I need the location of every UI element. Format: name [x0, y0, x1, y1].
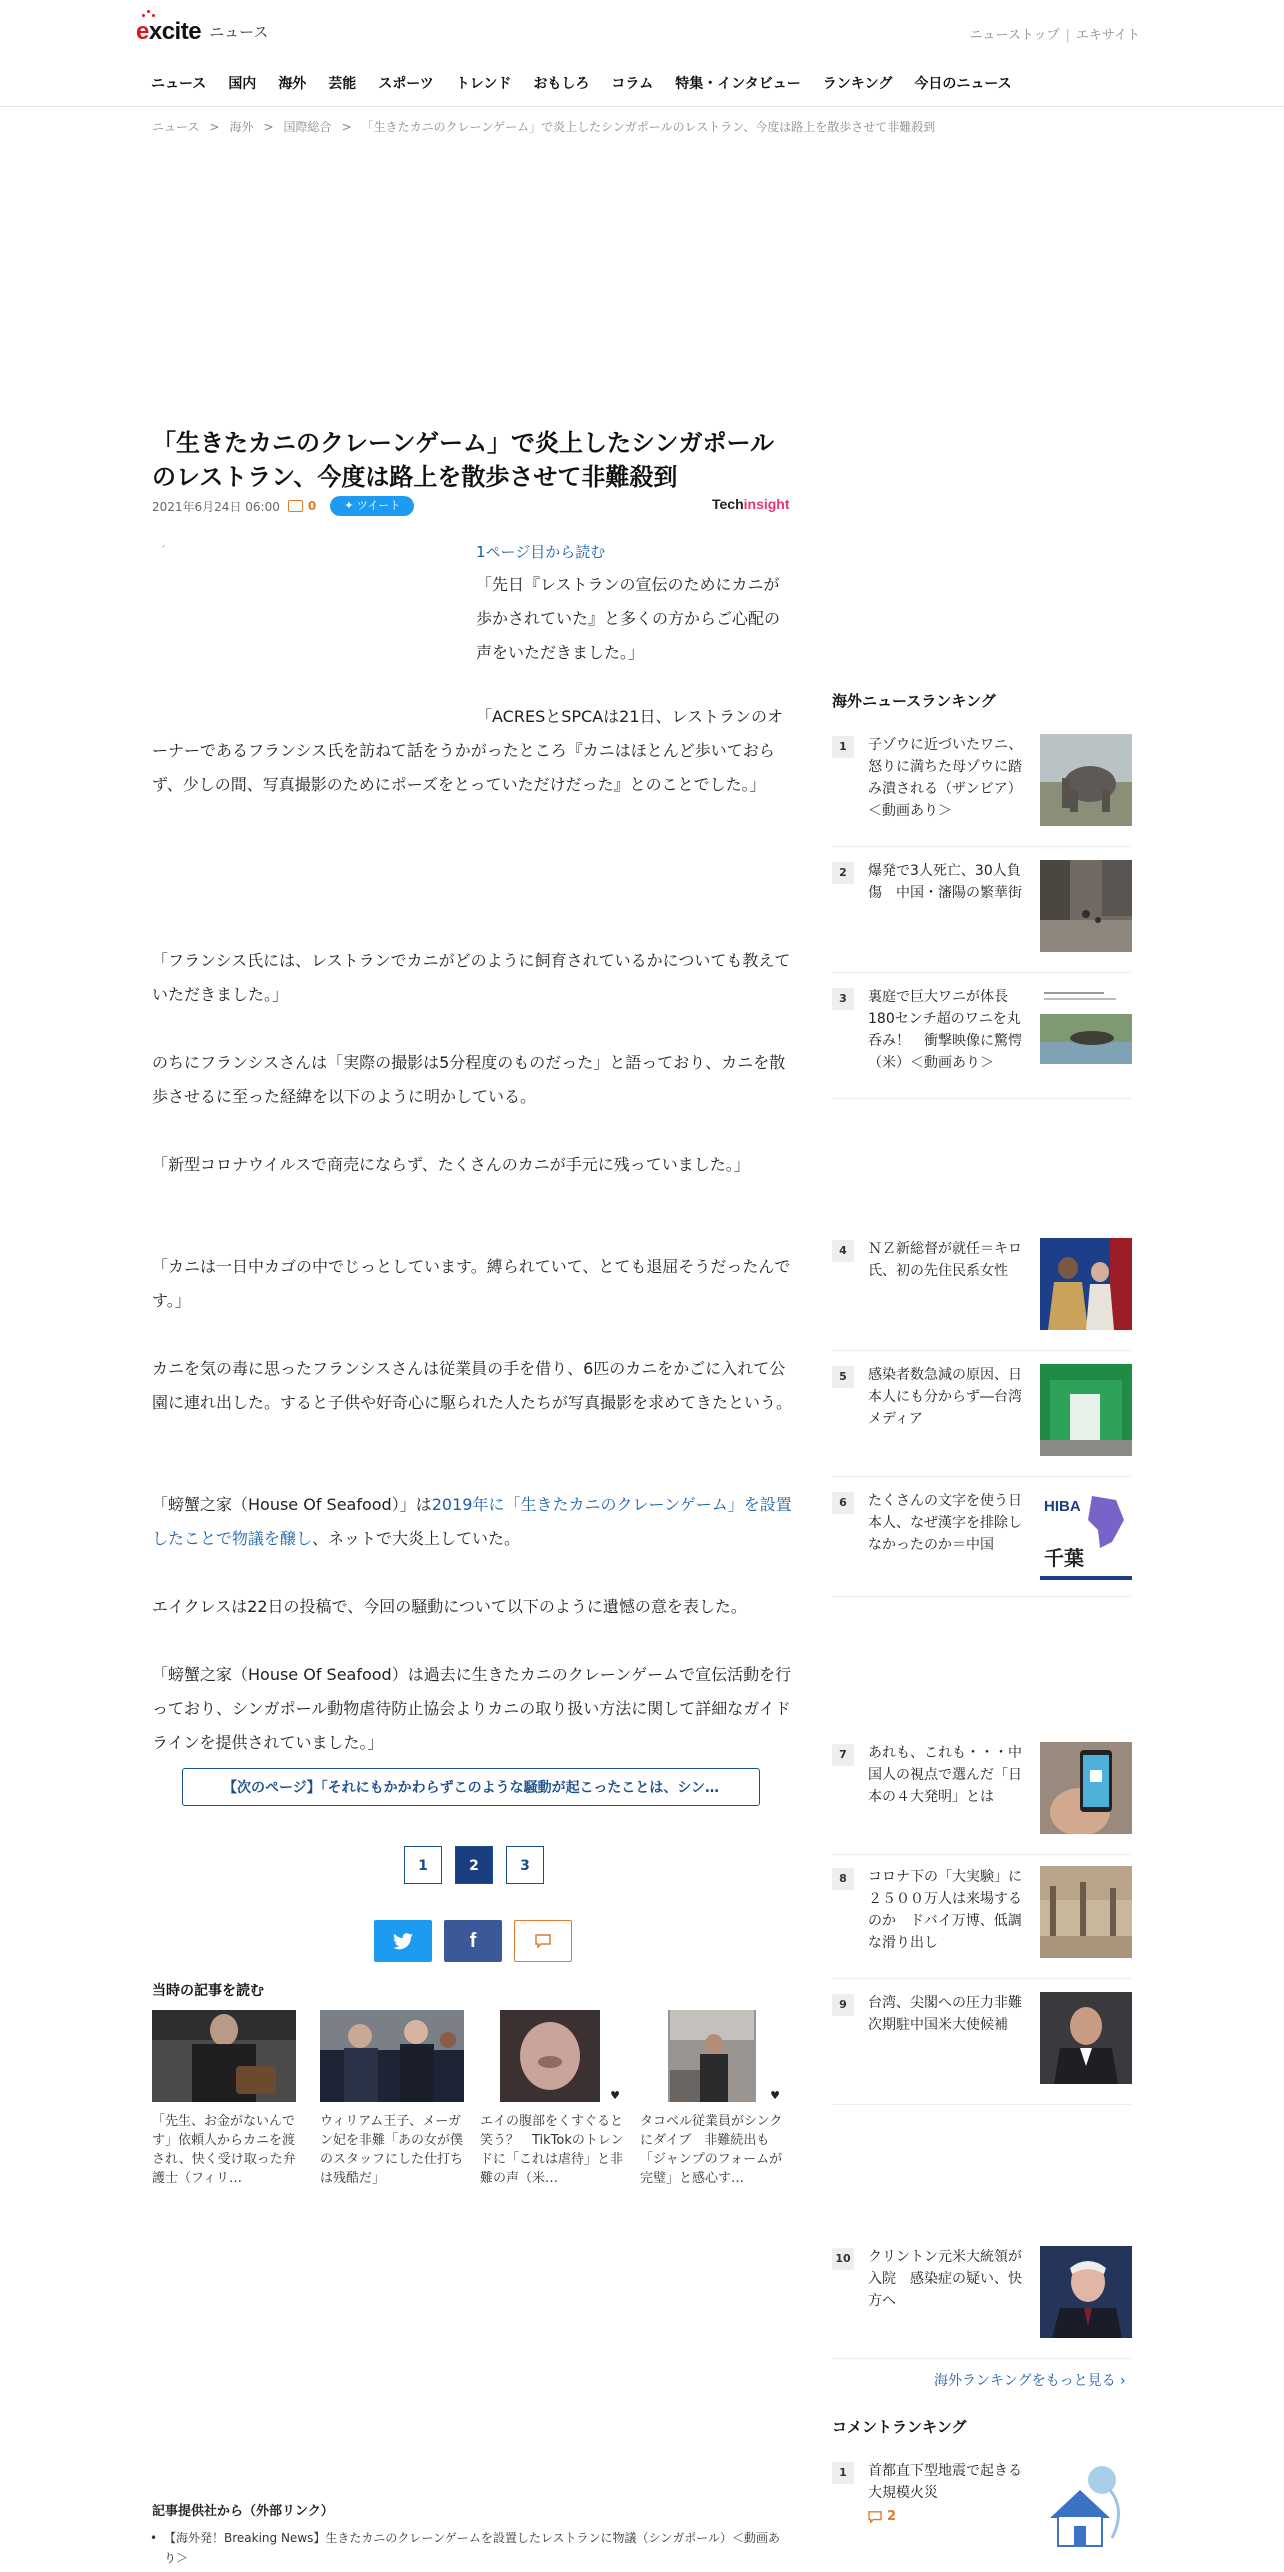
rank-thumbnail [1040, 734, 1132, 826]
nav-item-column[interactable]: コラム [611, 76, 654, 92]
rank-title: コロナ下の「大実験」に２５００万人は来場するのか ドバイ万博、低調な滑り出し [868, 1869, 1022, 1951]
ranking-item[interactable] [832, 1992, 1132, 2105]
paragraph-8-pre: 「螃蟹之家（House Of Seafood）」は [152, 1495, 432, 1514]
paragraph-8-post: 、ネットで大炎上していた。 [312, 1529, 521, 1548]
related-item[interactable] [640, 2010, 784, 2188]
comment-rank-title: 首都直下型地震で起きる大規模火災 [868, 2463, 1022, 2501]
rank-title: クリントン元米大統領が入院 感染症の疑い、快方へ [868, 2249, 1022, 2309]
related-thumbnail [320, 2010, 464, 2102]
article-paragraph [476, 538, 788, 670]
top-link-news-top[interactable]: ニューストップ [969, 28, 1060, 43]
paragraph-2: 「ACRESとSPCAは21日、レストランのオーナーであるフランシス氏を訪ねて話をうかがったところ『カニはほとんど歩いておらず、少しの間、写真撮影のためにポーズをとっていただけだった』とのことでした。」 [152, 707, 784, 794]
rank-title: 感染者数急減の原因、日本人にも分からず―台湾メディア [868, 1367, 1022, 1427]
related-title: タコベル従業員がシンクにダイブ 非難続出も「ジャンプのフォームが完璧」と感心す… [640, 2114, 783, 2186]
paragraph-1: 「先日『レストランの宣伝のためにカニが歩かされていた』と多くの方からご心配の声をいただきました。」 [476, 575, 781, 662]
nav-item-today[interactable]: 今日のニュース [914, 76, 1012, 92]
crane-game-article-link[interactable]: 2019年に「生きたカニのクレーンゲーム」を設置したことで物議を醸し [152, 1495, 792, 1548]
next-page-button[interactable]: 【次のページ】「それにもかかわらずこのような騒動が起こったことは、シン… [182, 1768, 760, 1806]
tweet-label: ツイート [356, 499, 401, 512]
article-image-placeholder: ´ [160, 544, 166, 558]
page-1-button[interactable]: 1 [404, 1846, 442, 1884]
share-twitter-button[interactable] [374, 1920, 432, 1962]
comment-count-value: 2 [887, 2509, 897, 2524]
ranking-item[interactable] [832, 734, 1132, 847]
ranking-item[interactable] [832, 1490, 1132, 1597]
related-title: 「先生、お金がないんです」依頼人からカニを渡され、快く受け取った弁護士（フィリ… [152, 2114, 296, 2186]
nav-item-overseas[interactable]: 海外 [278, 76, 307, 92]
chevron-right-icon: › [1120, 2373, 1126, 2389]
article-meta [152, 496, 414, 516]
rank-number: 2 [832, 862, 854, 884]
heart-icon: ♥ [610, 2089, 620, 2102]
breadcrumb: ニュース > 海外 > 国際総合 > 「生きたカニのクレーンゲーム」で炎上したシンガポールのレストラン、今度は路上を散歩させて非難殺到 [152, 120, 936, 134]
ranking-more-link[interactable] [934, 2370, 1126, 2390]
twitter-icon [393, 1933, 413, 1950]
comment-rank-count [868, 2506, 1024, 2528]
paragraph-8 [152, 1488, 792, 1556]
ranking-more-label: 海外ランキングをもっと見る [934, 2373, 1116, 2389]
comment-count[interactable]: 0 [307, 499, 317, 513]
paragraph-9: エイクレスは22日の投稿で、今回の騒動について以下のように遺憾の意を表した。 [152, 1597, 747, 1616]
nav-item-trend[interactable]: トレンド [455, 76, 512, 92]
rank-thumbnail [1040, 1490, 1132, 1582]
pagination [404, 1846, 544, 1884]
rank-title: 裏庭で巨大ワニが体長180センチ超のワニを丸呑み！ 衝撃映像に驚愕（米）＜動画あり＞ [868, 989, 1022, 1071]
related-thumbnail [640, 2010, 784, 2102]
rank-number: 1 [832, 736, 854, 758]
excite-logo[interactable] [136, 12, 268, 46]
top-links: ニューストップ | エキサイト [969, 28, 1140, 43]
rank-thumbnail [1040, 2460, 1132, 2552]
top-link-excite[interactable]: エキサイト [1075, 28, 1140, 43]
external-links-heading: 記事提供社から（外部リンク） [152, 2504, 334, 2519]
rank-thumbnail [1040, 1992, 1132, 2084]
rank-thumbnail [1040, 1238, 1132, 1330]
rank-title: 子ゾウに近づいたワニ、怒りに満ちた母ゾウに踏み潰される（ザンビア）＜動画あり＞ [868, 737, 1023, 819]
rank-number: 8 [832, 1868, 854, 1890]
chiba-en-label: HIBA [1044, 1498, 1081, 1515]
source-logo-a: Tech [712, 496, 744, 512]
ranking-item[interactable] [832, 986, 1132, 1099]
breadcrumb-overseas[interactable]: 海外 [229, 120, 254, 134]
related-title: ウィリアム王子、メーガン妃を非難「あの女が僕のスタッフにした仕打ちは残酷だ」 [320, 2114, 464, 2186]
rank-number: 10 [832, 2248, 854, 2270]
page-3-button[interactable]: 3 [506, 1846, 544, 1884]
rank-number: 9 [832, 1994, 854, 2016]
logo-wordmark: excite [136, 18, 201, 46]
rank-thumbnail [1040, 860, 1132, 952]
header-divider [0, 106, 1284, 107]
page-2-button[interactable]: 2 [455, 1846, 493, 1884]
ranking-item[interactable] [832, 1742, 1132, 1855]
article-date: 2021年6月24日 06:00 [152, 499, 280, 514]
rank-title: 台湾、尖閣への圧力非難 次期駐中国米大使候補 [868, 1995, 1036, 2033]
twitter-bird-icon: ✦ [344, 499, 354, 512]
nav-item-ranking[interactable]: ランキング [822, 76, 893, 92]
heart-icon: ♥ [770, 2089, 780, 2102]
ranking-item[interactable] [832, 2246, 1132, 2359]
rank-title: 爆発で3人死亡、30人負傷 中国・瀋陽の繁華街 [868, 863, 1022, 901]
nav-item-sports[interactable]: スポーツ [378, 76, 434, 92]
rank-title: たくさんの文字を使う日本人、なぜ漢字を排除しなかったのか＝中国 [868, 1493, 1022, 1553]
breadcrumb-current: 「生きたカニのクレーンゲーム」で炎上したシンガポールのレストラン、今度は路上を散歩させて非難殺到 [361, 120, 936, 134]
rank-title: ＮＺ新総督が就任＝キロ氏、初の先住民系女性 [868, 1241, 1022, 1279]
paragraph-5: 「新型コロナウイルスで商売にならず、たくさんのカニが手元に残っていました。」 [152, 1155, 750, 1174]
nav-item-news[interactable]: ニュース [151, 76, 207, 92]
related-item[interactable] [320, 2010, 464, 2188]
rank-number: 4 [832, 1240, 854, 1262]
techinsight-logo[interactable] [712, 496, 790, 512]
share-facebook-button[interactable] [444, 1920, 502, 1962]
breadcrumb-news[interactable]: ニュース [152, 120, 200, 134]
overseas-ranking-heading: 海外ニュースランキング [832, 692, 996, 710]
related-title: エイの腹部をくすぐると笑う？ TikTokのトレンドに「これは虐待」と非難の声（米… [480, 2114, 624, 2186]
chiba-label: 千葉 [1044, 1546, 1084, 1570]
rank-title: あれも、これも・・・中国人の視点で選んだ「日本の４大発明」とは [868, 1745, 1022, 1805]
paragraph-4: のちにフランシスさんは「実際の撮影は5分程度のものだった」と語っており、カニを散歩させるに至った経緯を以下のように明かしている。 [152, 1053, 786, 1106]
nav-item-features[interactable]: 特集・インタビュー [675, 76, 801, 92]
comment-button[interactable] [514, 1920, 572, 1962]
rank-thumbnail [1040, 1742, 1132, 1834]
related-thumbnail [152, 2010, 296, 2102]
paragraph-10: 「螃蟹之家（House Of Seafood）は過去に生きたカニのクレーンゲームで宣伝活動を行っており、シンガポール動物虐待防止協会よりカニの取り扱い方法に関して詳細なガイドラインを提供されていました。」 [152, 1665, 792, 1752]
related-heading: 当時の記事を読む [152, 1983, 264, 1999]
facebook-icon: f [469, 1929, 477, 1952]
rank-number: 3 [832, 988, 854, 1010]
logo-subtitle: ニュース [209, 23, 269, 41]
rank-title [868, 2460, 1024, 2528]
rank-number: 6 [832, 1492, 854, 1514]
comment-bubble-icon [868, 2511, 882, 2523]
related-item[interactable] [480, 2010, 624, 2188]
ranking-item[interactable] [832, 1866, 1132, 1979]
comment-icon[interactable] [288, 500, 303, 512]
related-thumbnail [480, 2010, 624, 2102]
rank-thumbnail [1040, 1866, 1132, 1958]
related-item[interactable] [152, 2010, 296, 2188]
paragraph-3: 「フランシス氏には、レストランでカニがどのように飼育されているかについても教えていただきました。」 [152, 951, 791, 1004]
paragraph-6: 「カニは一日中カゴの中でじっとしています。縛られていて、とても退屈そうだったんです。」 [152, 1257, 791, 1310]
global-nav [140, 72, 1023, 96]
rank-thumbnail [1040, 986, 1132, 1078]
read-from-first-page-link[interactable]: 1ページ目から読む [476, 543, 606, 561]
tweet-button[interactable] [330, 496, 414, 516]
external-link[interactable]: • 【海外発！Breaking News】生きたカニのクレーンゲームを設置したレストランに物議（シンガポール）＜動画あり＞ [164, 2528, 784, 2568]
source-logo-b: insight [743, 496, 790, 512]
ranking-item[interactable] [832, 860, 1132, 973]
rank-number: 1 [832, 2462, 854, 2484]
ranking-item[interactable] [832, 1238, 1132, 1351]
rank-number: 7 [832, 1744, 854, 1766]
rank-thumbnail [1040, 1364, 1132, 1456]
paragraph-7: カニを気の毒に思ったフランシスさんは従業員の手を借り、6匹のカニをかごに入れて公園に連れ出した。すると子供や好奇心に駆られた人たちが写真撮影を求めてきたという。 [152, 1359, 793, 1412]
rank-thumbnail [1040, 2246, 1132, 2338]
comment-bubble-icon [535, 1934, 551, 1948]
nav-item-entertainment[interactable]: 芸能 [328, 76, 357, 92]
article-title: 「生きたカニのクレーンゲーム」で炎上したシンガポールのレストラン、今度は路上を散歩させて非難殺到 [152, 429, 774, 491]
comment-ranking-item[interactable] [832, 2460, 1132, 2572]
rank-number: 5 [832, 1366, 854, 1388]
comment-ranking-heading: コメントランキング [832, 2418, 967, 2436]
breadcrumb-international[interactable]: 国際総合 [283, 120, 332, 134]
ranking-item[interactable] [832, 1364, 1132, 1477]
share-buttons [374, 1920, 572, 1962]
nav-item-funny[interactable]: おもしろ [533, 76, 590, 92]
nav-item-domestic[interactable]: 国内 [228, 76, 257, 92]
